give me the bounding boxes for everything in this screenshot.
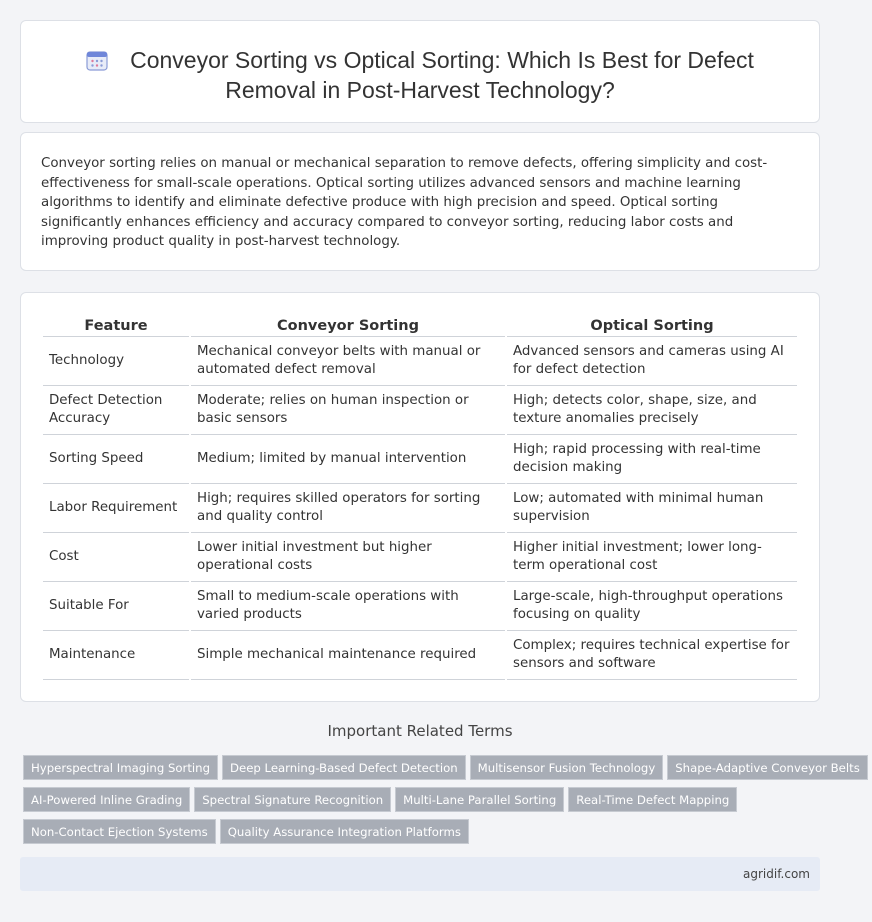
- table-header-row: [43, 313, 797, 337]
- optical-cell: Low; automated with minimal human supervision: [507, 484, 797, 533]
- table-row: [43, 582, 797, 631]
- intro-paragraph: Conveyor sorting relies on manual or mechanical separation to remove defects, offering simplicity and cost-effectiveness for small-scale operations. Optical sorting utilizes advanced sensors and machine learning algorithms to identify and eliminate defective produce with high precision and speed. Optical sorting significantly enhances efficiency and accuracy compared to conveyor sorting, reducing labor costs and improving product quality in post-harvest technology.: [41, 156, 768, 249]
- related-term-tag[interactable]: Hyperspectral Imaging Sorting: [23, 755, 218, 780]
- related-term-tag[interactable]: Shape-Adaptive Conveyor Belts: [667, 755, 868, 780]
- optical-cell: Large-scale, high-throughput operations focusing on quality: [507, 582, 797, 631]
- feature-cell: Maintenance: [43, 631, 189, 680]
- header-card: [20, 20, 820, 123]
- table-row: [43, 631, 797, 680]
- column-header-feature: Feature: [43, 313, 189, 337]
- feature-cell: Sorting Speed: [43, 435, 189, 484]
- feature-cell: Technology: [43, 337, 189, 386]
- optical-cell: Complex; requires technical expertise for sensors and software: [507, 631, 797, 680]
- related-term-tag[interactable]: Multisensor Fusion Technology: [470, 755, 664, 780]
- related-term-tag[interactable]: Real-Time Defect Mapping: [568, 787, 737, 812]
- conveyor-cell: High; requires skilled operators for sorting and quality control: [191, 484, 505, 533]
- related-term-tag[interactable]: Multi-Lane Parallel Sorting: [395, 787, 564, 812]
- related-term-tag[interactable]: AI-Powered Inline Grading: [23, 787, 190, 812]
- feature-cell: Defect Detection Accuracy: [43, 386, 189, 435]
- conveyor-cell: Simple mechanical maintenance required: [191, 631, 505, 680]
- site-name[interactable]: agridif.com: [743, 867, 810, 881]
- feature-cell: Cost: [43, 533, 189, 582]
- table-row: [43, 386, 797, 435]
- related-term-tag[interactable]: Non-Contact Ejection Systems: [23, 819, 216, 844]
- conveyor-cell: Moderate; relies on human inspection or basic sensors: [191, 386, 505, 435]
- conveyor-cell: Medium; limited by manual intervention: [191, 435, 505, 484]
- conveyor-cell: Small to medium-scale operations with varied products: [191, 582, 505, 631]
- feature-cell: Labor Requirement: [43, 484, 189, 533]
- feature-cell: Suitable For: [43, 582, 189, 631]
- optical-cell: High; detects color, shape, size, and texture anomalies precisely: [507, 386, 797, 435]
- comparison-table: [41, 313, 799, 680]
- page-title: [61, 45, 779, 105]
- comparison-table-card: [20, 292, 820, 702]
- footer: [20, 857, 820, 891]
- optical-cell: Advanced sensors and cameras using AI for defect detection: [507, 337, 797, 386]
- table-row: [43, 435, 797, 484]
- optical-cell: Higher initial investment; lower long-term operational cost: [507, 533, 797, 582]
- column-header-optical: Optical Sorting: [507, 313, 797, 337]
- intro-card: [20, 132, 820, 271]
- related-terms-list: [23, 755, 860, 851]
- related-terms-heading: Important Related Terms: [327, 722, 513, 740]
- table-row: [43, 484, 797, 533]
- conveyor-cell: Lower initial investment but higher operational costs: [191, 533, 505, 582]
- tag-row: [23, 819, 818, 851]
- page-title-text: Conveyor Sorting vs Optical Sorting: Which Is Best for Defect Removal in Post-Harvest Technology?: [130, 47, 754, 103]
- table-row: [43, 337, 797, 386]
- tag-row: [23, 787, 818, 819]
- table-row: [43, 533, 797, 582]
- calendar-icon: [86, 49, 108, 71]
- tag-row: [23, 755, 860, 787]
- conveyor-cell: Mechanical conveyor belts with manual or automated defect removal: [191, 337, 505, 386]
- optical-cell: High; rapid processing with real-time decision making: [507, 435, 797, 484]
- related-term-tag[interactable]: Spectral Signature Recognition: [194, 787, 391, 812]
- related-term-tag[interactable]: Quality Assurance Integration Platforms: [220, 819, 469, 844]
- related-term-tag[interactable]: Deep Learning-Based Defect Detection: [222, 755, 466, 780]
- column-header-conveyor: Conveyor Sorting: [191, 313, 505, 337]
